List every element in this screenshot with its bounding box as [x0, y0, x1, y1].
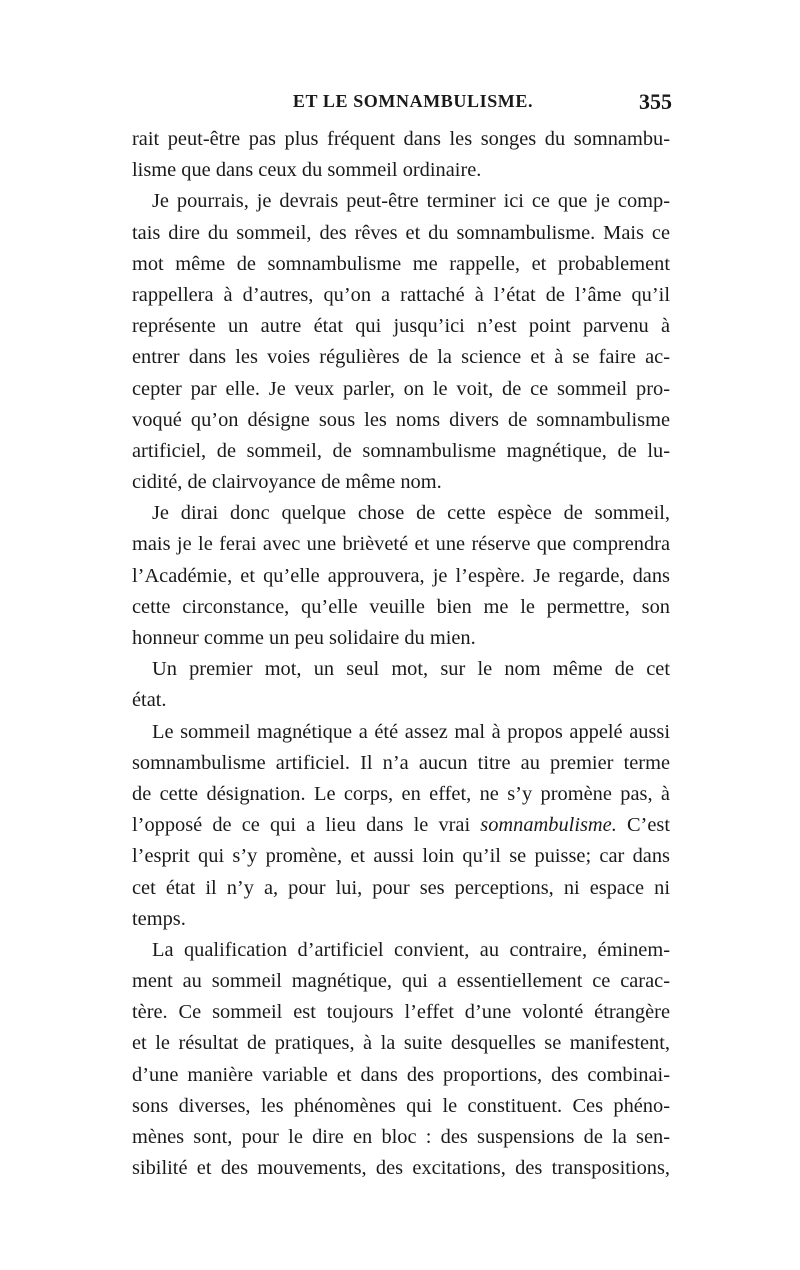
text-line: mènes sont, pour le dire en bloc : des suspensions de la sen- [132, 1126, 670, 1148]
text-fragment: l’opposé de ce qui a lieu dans le vrai [132, 814, 481, 837]
running-title: ET LE SOMNAMBULISME. [292, 91, 534, 111]
text-line: Je dirai donc quelque chose de cette espèce de sommeil, [152, 502, 670, 525]
text-line: cepter par elle. Je veux parler, on le voit, de ce sommeil pro- [132, 377, 670, 400]
text-line: d’une manière variable et dans des proportions, des combinai- [132, 1063, 670, 1086]
running-head [134, 91, 672, 121]
text-line-with-italic [132, 810, 670, 841]
text-line: Le sommeil magnétique a été assez mal à propos appelé aussi [152, 720, 670, 743]
text-line: sibilité et des mouvements, des excitations, des transpositions, [132, 1157, 670, 1180]
text-fragment: C’est [616, 814, 670, 837]
text-line: tère. Ce sommeil est toujours l’effet d’une volonté étrangère [132, 1001, 670, 1024]
text-line: état. [132, 689, 167, 712]
text-line: Un premier mot, un seul mot, sur le nom même de cet [152, 658, 670, 681]
body-text [132, 124, 670, 1184]
text-line: l’esprit qui s’y promène, et aussi loin qu’il se puisse; car dans [132, 845, 670, 868]
text-line: mot même de somnambulisme me rappelle, et probablement [132, 252, 670, 275]
text-line: et le résultat de pratiques, à la suite desquelles se manifestent, [132, 1032, 670, 1055]
text-line: mais je le ferai avec une brièveté et une réserve que comprendra [132, 533, 670, 556]
text-line: de cette désignation. Le corps, en effet, ne s’y promène pas, à [132, 782, 670, 805]
text-line: La qualification d’artificiel convient, au contraire, éminem- [152, 938, 670, 961]
text-line: temps. [132, 907, 186, 930]
page-number: 355 [639, 89, 672, 114]
text-line: somnambulisme artificiel. Il n’a aucun titre au premier terme [132, 751, 670, 774]
text-line: honneur comme un peu solidaire du mien. [132, 627, 476, 649]
text-line: lisme que dans ceux du sommeil ordinaire. [132, 159, 482, 182]
text-line: entrer dans les voies régulières de la science et à se faire ac- [132, 346, 670, 369]
text-line: ment au sommeil magnétique, qui a essentiellement ce carac- [132, 970, 670, 993]
italic-term: somnambulisme. [480, 814, 617, 837]
text-line: tais dire du sommeil, des rêves et du somnambulisme. Mais ce [132, 221, 670, 244]
text-line: Je pourrais, je devrais peut-être terminer ici ce que je comp- [152, 190, 670, 213]
text-line: voqué qu’on désigne sous les noms divers de somnambulisme [132, 408, 670, 431]
text-line: cet état il n’y a, pour lui, pour ses perceptions, ni espace ni [132, 876, 670, 899]
text-line: représente un autre état qui jusqu’ici n’est point parvenu à [132, 315, 670, 338]
text-line: cette circonstance, qu’elle veuille bien me le permettre, son [132, 595, 670, 618]
text-line: rait peut-être pas plus fréquent dans les songes du somnambu- [132, 128, 670, 150]
text-line: rappellera à d’autres, qu’on a rattaché à l’état de l’âme qu’il [132, 283, 670, 306]
text-line: sons diverses, les phénomènes qui le constituent. Ces phéno- [132, 1094, 670, 1117]
text-line: l’Académie, et qu’elle approuvera, je l’espère. Je regarde, dans [132, 564, 670, 587]
text-line: cidité, de clairvoyance de même nom. [132, 471, 442, 494]
text-line: artificiel, de sommeil, de somnambulisme magnétique, de lu- [132, 439, 670, 462]
